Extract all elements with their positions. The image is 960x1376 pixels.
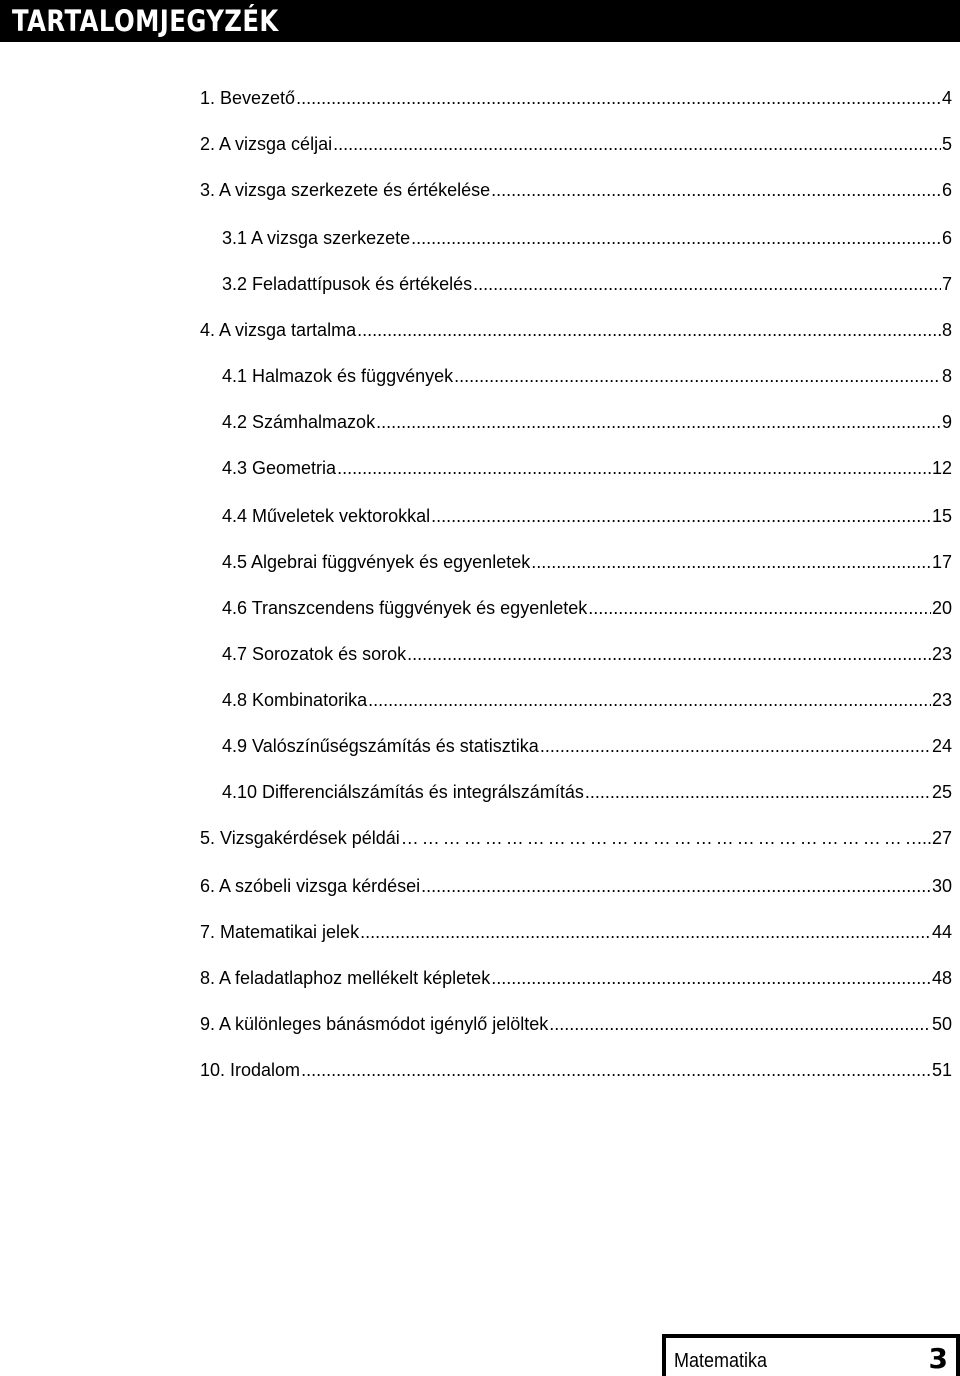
toc-entry-page: 24 xyxy=(931,736,952,756)
toc-dot-leader xyxy=(401,825,921,851)
toc-entry-page: 25 xyxy=(931,782,952,802)
toc-entry[interactable] xyxy=(222,687,952,713)
toc-entry[interactable] xyxy=(200,919,952,945)
toc-entry-label: 1. Bevezető xyxy=(200,88,296,108)
toc-dot-leader xyxy=(473,271,941,297)
toc-entry-page: 15 xyxy=(931,506,952,526)
toc-entry-label: 4.9 Valószínűségszámítás és statisztika xyxy=(222,736,539,756)
toc-entry-page: 8 xyxy=(941,320,952,340)
toc-dot-leader xyxy=(585,779,931,805)
toc-entry[interactable] xyxy=(222,409,952,435)
toc-entry[interactable] xyxy=(222,549,952,575)
toc-dot-leader xyxy=(360,919,931,945)
toc-entry-page: 50 xyxy=(931,1014,952,1034)
toc-dot-leader xyxy=(337,455,931,481)
toc-entry-page: 23 xyxy=(931,690,952,710)
toc-entry-label: 4.8 Kombinatorika xyxy=(222,690,368,710)
toc-entry-label: 4.2 Számhalmazok xyxy=(222,412,376,432)
toc-entry-page: 7 xyxy=(941,274,952,294)
toc-entry-label: 4.3 Geometria xyxy=(222,458,337,478)
toc-entry-label: 3. A vizsga szerkezete és értékelése xyxy=(200,180,491,200)
toc-entry[interactable] xyxy=(222,271,952,297)
toc-dot-leader xyxy=(491,177,941,203)
toc-entry[interactable] xyxy=(200,131,952,157)
toc-dot-leader xyxy=(454,363,941,389)
toc-entry[interactable] xyxy=(200,317,952,343)
toc-entry[interactable] xyxy=(222,595,952,621)
toc-entry-label: 4.5 Algebrai függvények és egyenletek xyxy=(222,552,531,572)
toc-dot-leader xyxy=(531,549,931,575)
toc-entry-label: 4.1 Halmazok és függvények xyxy=(222,366,454,386)
toc-entry-page: 6 xyxy=(941,180,952,200)
toc-entry-label: 7. Matematikai jelek xyxy=(200,922,360,942)
toc-entry[interactable] xyxy=(222,503,952,529)
toc-entry-label: 8. A feladatlaphoz mellékelt képletek xyxy=(200,968,491,988)
toc-dot-leader xyxy=(333,131,941,157)
footer-inner xyxy=(666,1338,956,1376)
toc-entry[interactable] xyxy=(222,733,952,759)
toc-entry-page: 12 xyxy=(931,458,952,478)
toc-dot-leader xyxy=(296,85,941,111)
toc-dot-leader xyxy=(491,965,931,991)
toc-entry-label: 4.6 Transzcendens függvények és egyenletek xyxy=(222,598,588,618)
toc-entry-page: 6 xyxy=(941,228,952,248)
toc-entry-label: 4.4 Műveletek vektorokkal xyxy=(222,506,431,526)
toc-entry-page: 30 xyxy=(931,876,952,896)
toc-entry[interactable] xyxy=(222,455,952,481)
toc-dot-leader xyxy=(549,1011,931,1037)
footer-subject: Matematika xyxy=(674,1350,768,1372)
toc-entry[interactable] xyxy=(222,641,952,667)
toc-entry-label: 10. Irodalom xyxy=(200,1060,301,1080)
toc-entry-label: 4. A vizsga tartalma xyxy=(200,320,357,340)
toc-entry[interactable] xyxy=(200,825,952,851)
toc-entry-label: 4.7 Sorozatok és sorok xyxy=(222,644,407,664)
toc-entry-label: 6. A szóbeli vizsga kérdései xyxy=(200,876,421,896)
toc-entry-page: 48 xyxy=(931,968,952,988)
toc-entry[interactable] xyxy=(200,1011,952,1037)
page-number: 3 xyxy=(928,1342,948,1375)
toc-entry[interactable] xyxy=(200,85,952,111)
toc-entry-page: 23 xyxy=(931,644,952,664)
toc-entry-page: 8 xyxy=(941,366,952,386)
toc-entry[interactable] xyxy=(200,873,952,899)
toc-entry[interactable] xyxy=(222,225,952,251)
toc-entry[interactable] xyxy=(222,779,952,805)
toc-entry-page: 9 xyxy=(941,412,952,432)
toc-entry-page: 4 xyxy=(941,88,952,108)
toc-entry-label: 4.10 Differenciálszámítás és integrálszámítás xyxy=(222,782,584,802)
toc-entry-page: 51 xyxy=(931,1060,952,1080)
toc-dot-leader xyxy=(431,503,931,529)
toc-entry-page: 17 xyxy=(931,552,952,572)
toc-entry[interactable] xyxy=(200,177,952,203)
toc-entry[interactable] xyxy=(200,965,952,991)
toc-entry-label: 5. Vizsgakérdések példái xyxy=(200,828,400,848)
toc-dot-leader xyxy=(588,595,931,621)
toc-entry-page: ..27 xyxy=(921,828,952,848)
page-title: TARTALOMJEGYZÉK xyxy=(12,4,279,38)
toc-entry-page: 20 xyxy=(931,598,952,618)
toc-dot-leader xyxy=(368,687,931,713)
toc-entry[interactable] xyxy=(200,1057,952,1083)
toc-entry-page: 5 xyxy=(941,134,952,154)
toc-dot-leader xyxy=(301,1057,931,1083)
toc-dot-leader xyxy=(540,733,931,759)
toc-entry-label: 3.1 A vizsga szerkezete xyxy=(222,228,411,248)
page-footer xyxy=(662,1334,960,1376)
toc-dot-leader xyxy=(407,641,931,667)
toc-entry-page: 44 xyxy=(931,922,952,942)
toc-entry-label: 9. A különleges bánásmódot igénylő jelöltek xyxy=(200,1014,549,1034)
toc-entry[interactable] xyxy=(222,363,952,389)
toc-dot-leader xyxy=(411,225,941,251)
toc-dot-leader xyxy=(357,317,941,343)
toc-dot-leader xyxy=(421,873,931,899)
toc-dot-leader xyxy=(376,409,941,435)
toc-entry-label: 2. A vizsga céljai xyxy=(200,134,333,154)
toc-entry-label: 3.2 Feladattípusok és értékelés xyxy=(222,274,473,294)
